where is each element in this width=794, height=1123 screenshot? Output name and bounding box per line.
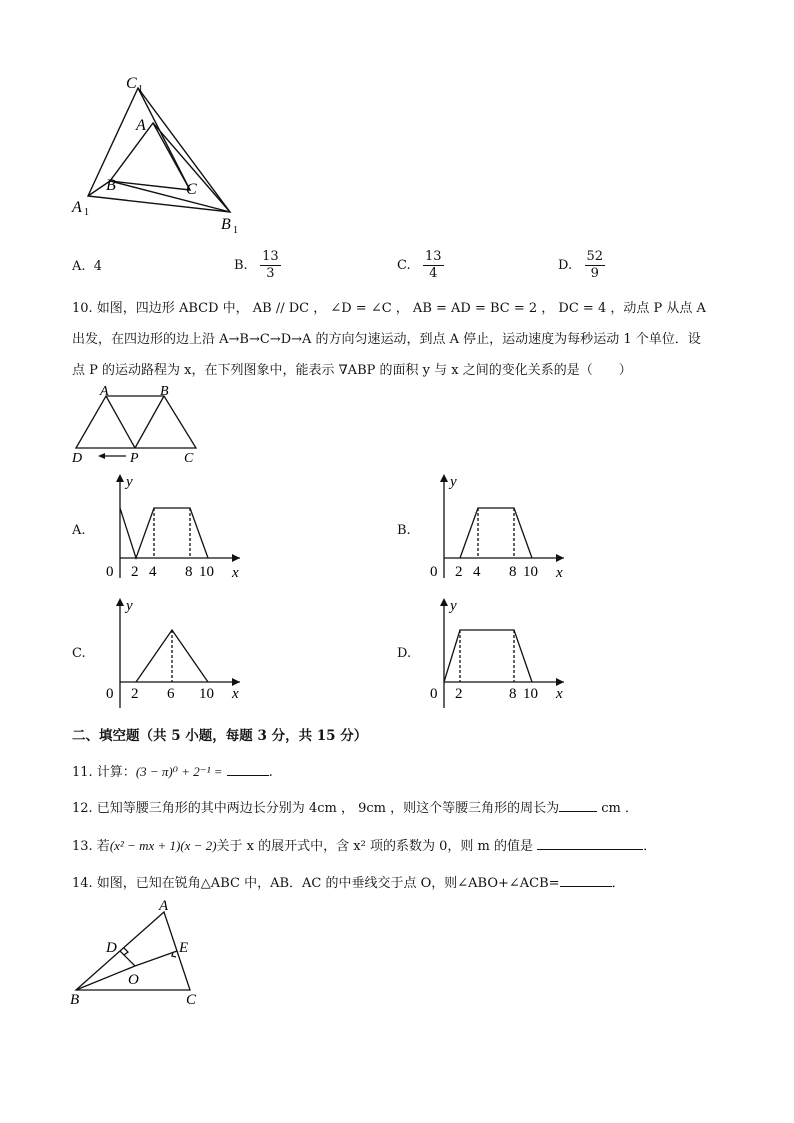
svg-text:x: x (232, 565, 239, 581)
trap-label-b: B (160, 384, 169, 399)
inner-triangle (110, 123, 190, 190)
triangle-figure-q9 (60, 66, 280, 236)
svg-text:4: 4 (473, 564, 481, 580)
q9-option-d[interactable]: D. $\frac{52}{9}$ (558, 249, 604, 281)
svg-text:10: 10 (523, 564, 538, 580)
graph-c[interactable] (90, 594, 250, 710)
svg-text:6: 6 (167, 686, 175, 702)
graph-d[interactable] (414, 594, 574, 710)
svg-text:0: 0 (106, 686, 114, 702)
q11: 11. 计算：(3 − π)⁰ + 2⁻¹ = . (72, 764, 273, 780)
svg-text:0: 0 (106, 564, 114, 580)
q11-answer-blank[interactable] (227, 763, 269, 776)
q9-option-b[interactable]: B. $\frac{13}{3}$ (234, 249, 279, 281)
q10-line-2: 出发，在四边形的边上沿 A→B→C→D→A 的方向匀速运动，到点 A 停止，运动速度为每秒运动 1 个单位．设 (72, 332, 701, 347)
q10-line-1: 10. 如图，四边形 ABCD 中， AB // DC ， ∠D = ∠C ， AB = AD = BC = 2 ， DC = 4 ，动点 P 从点 A (72, 301, 706, 316)
graph-b-letter[interactable]: B. (397, 523, 411, 538)
label-b: B (106, 177, 116, 194)
label-c1-sub: 1 (138, 84, 143, 95)
svg-text:2: 2 (455, 686, 463, 702)
q10-line-3: 点 P 的运动路程为 x，在下列图象中，能表示 ∇ABP 的面积 y 与 x 之间的变化关系的是（ ） (72, 363, 632, 378)
svg-text:y: y (126, 474, 133, 490)
q12-answer-blank[interactable] (559, 799, 597, 812)
label-b1-sub: 1 (233, 225, 238, 236)
svg-text:x: x (556, 686, 563, 702)
q14: 14. 如图，已知在锐角△ABC 中，AB．AC 的中垂线交于点 O，则∠ABO+∠ACB= ． (72, 876, 625, 891)
svg-text:4: 4 (149, 564, 157, 580)
fig14-label-e: E (179, 940, 189, 956)
svg-text:8: 8 (185, 564, 193, 580)
graph-a-letter[interactable]: A. (72, 523, 86, 538)
svg-text:2: 2 (455, 564, 463, 580)
trap-label-p: P (130, 451, 139, 466)
label-c1: C (126, 75, 137, 92)
label-b1: B (221, 216, 231, 233)
trap-label-a: A (100, 384, 109, 399)
graph-d-letter[interactable]: D. (397, 646, 412, 661)
q14-answer-blank[interactable] (560, 874, 612, 887)
svg-text:x: x (556, 565, 563, 581)
svg-text:8: 8 (509, 564, 517, 580)
svg-text:2: 2 (131, 564, 139, 580)
q13-answer-blank[interactable] (537, 837, 643, 850)
svg-text:y: y (450, 598, 457, 614)
svg-text:10: 10 (523, 686, 538, 702)
svg-text:2: 2 (131, 686, 139, 702)
triangle-figure-q14 (66, 896, 216, 1008)
graph-c-letter[interactable]: C. (72, 646, 86, 661)
trapezoid-figure-q10 (68, 382, 208, 466)
label-c: C (186, 181, 197, 198)
graph-b[interactable] (414, 470, 574, 582)
label-a1: A (72, 199, 82, 216)
svg-text:y: y (126, 598, 133, 614)
trap-label-d: D (72, 451, 83, 466)
label-a: A (136, 117, 146, 134)
fig14-label-a: A (159, 898, 169, 914)
label-a1-sub: 1 (84, 207, 89, 218)
q12: 12. 已知等腰三角形的其中两边长分别为 4cm ， 9cm ，则这个等腰三角形的周长为 cm ． (72, 801, 638, 816)
svg-text:y: y (450, 474, 457, 490)
fig14-label-o: O (128, 972, 139, 988)
svg-text:8: 8 (509, 686, 517, 702)
svg-text:0: 0 (430, 686, 438, 702)
fig14-label-d: D (106, 940, 117, 956)
q9-option-a[interactable]: A. 4 (72, 259, 103, 274)
q9-option-c[interactable]: C. $\frac{13}{4}$ (397, 249, 442, 281)
svg-text:0: 0 (430, 564, 438, 580)
q13: 13. 若(x² − mx + 1)(x − 2)关于 x 的展开式中，含 x² 项的系数为 0，则 m 的值是 ． (72, 838, 657, 854)
trap-label-c: C (184, 451, 194, 466)
svg-text:10: 10 (199, 686, 214, 702)
graph-a[interactable] (90, 470, 250, 582)
svg-text:10: 10 (199, 564, 214, 580)
fig14-label-b: B (70, 992, 80, 1008)
section-heading-fill-in: 二、填空题（共 5 小题，每题 3 分，共 15 分） (72, 728, 368, 744)
svg-text:x: x (232, 686, 239, 702)
fig14-label-c: C (186, 992, 197, 1008)
